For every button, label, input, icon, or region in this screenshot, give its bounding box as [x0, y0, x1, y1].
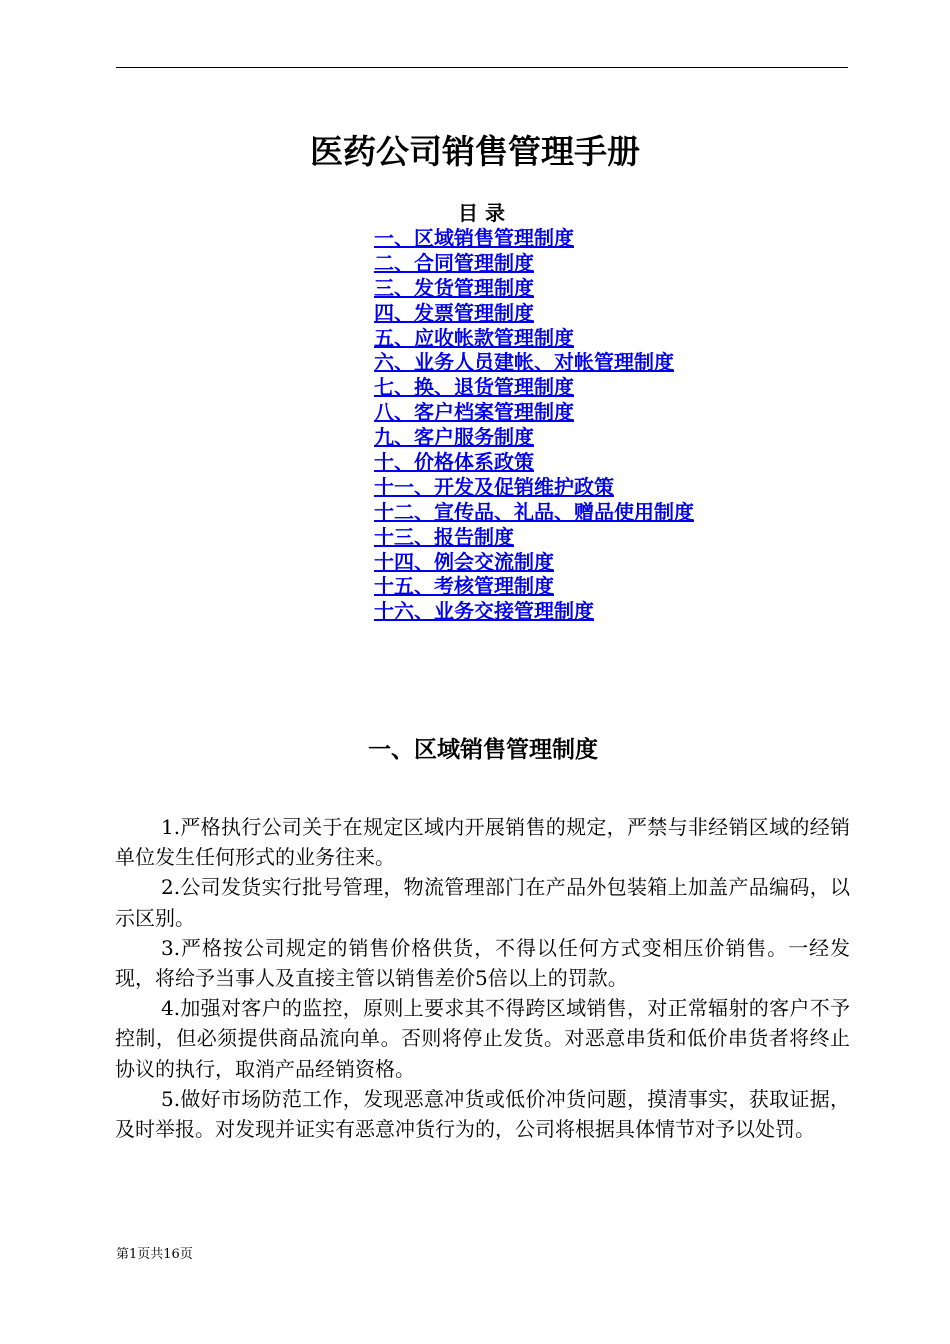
paragraph-4: 4.加强对客户的监控，原则上要求其不得跨区域销售，对正常辐射的客户不予控制，但必须提供商品流向单。否则将停止发货。对恶意串货和低价串货者将终止协议的执行，取消产品经销资格。 [115, 996, 850, 1081]
toc-item [374, 251, 794, 276]
toc-item [374, 599, 794, 624]
toc-item [374, 425, 794, 450]
toc-item [374, 375, 794, 400]
toc-link-14[interactable]: 十四、例会交流制度 [374, 549, 554, 574]
toc-link-13[interactable]: 十三、报告制度 [374, 524, 514, 549]
toc-link-6[interactable]: 六、业务人员建帐、对帐管理制度 [374, 350, 674, 375]
toc-link-3[interactable]: 三、发货管理制度 [374, 275, 534, 300]
toc-item [374, 326, 794, 351]
toc-link-11[interactable]: 十一、开发及促销维护政策 [374, 474, 614, 499]
header-rule [116, 67, 848, 68]
toc-link-7[interactable]: 七、换、退货管理制度 [374, 375, 574, 400]
toc-item [374, 276, 794, 301]
toc-link-10[interactable]: 十、价格体系政策 [374, 450, 534, 475]
paragraph-5: 5.做好市场防范工作，发现恶意冲货或低价冲货问题，摸清事实，获取证据，及时举报。对发现并证实有恶意冲货行为的，公司将根据具体情节对予以处罚。 [115, 1086, 850, 1142]
toc-link-1[interactable]: 一、区域销售管理制度 [374, 226, 574, 250]
toc-link-2[interactable]: 二、合同管理制度 [374, 250, 534, 275]
toc-item [374, 574, 794, 599]
toc-link-8[interactable]: 八、客户档案管理制度 [374, 400, 574, 425]
toc-item [374, 400, 794, 425]
table-of-contents [374, 201, 794, 624]
toc-link-9[interactable]: 九、客户服务制度 [374, 425, 534, 450]
paragraph-1: 1.严格执行公司关于在规定区域内开展销售的规定，严禁与非经销区域的经销单位发生任何形式的业务往来。 [115, 815, 850, 870]
toc-item [374, 550, 794, 575]
page-number-footer: 第1页共16页 [116, 1247, 193, 1262]
toc-link-4[interactable]: 四、发票管理制度 [374, 300, 534, 325]
toc-item [374, 475, 794, 500]
toc-item [374, 450, 794, 475]
paragraph-2: 2.公司发货实行批号管理，物流管理部门在产品外包装箱上加盖产品编码，以示区别。 [115, 875, 850, 930]
section-heading: 一、区域销售管理制度 [368, 737, 598, 763]
toc-heading: 目 录 [458, 201, 505, 225]
toc-item [374, 350, 794, 375]
toc-link-16[interactable]: 十六、业务交接管理制度 [374, 599, 594, 624]
toc-list [374, 226, 794, 624]
toc-item [374, 500, 794, 525]
toc-item [374, 301, 794, 326]
document-title: 医药公司销售管理手册 [310, 132, 640, 171]
toc-link-5[interactable]: 五、应收帐款管理制度 [374, 325, 574, 350]
toc-item [374, 226, 794, 251]
paragraph-3: 3.严格按公司规定的销售价格供货，不得以任何方式变相压价销售。一经发现，将给予当事人及直接主管以销售差价5倍以上的罚款。 [115, 935, 850, 991]
toc-item [374, 525, 794, 550]
toc-link-15[interactable]: 十五、考核管理制度 [374, 574, 554, 599]
toc-link-12[interactable]: 十二、宣传品、礼品、赠品使用制度 [374, 499, 694, 524]
section-body [115, 812, 850, 1144]
